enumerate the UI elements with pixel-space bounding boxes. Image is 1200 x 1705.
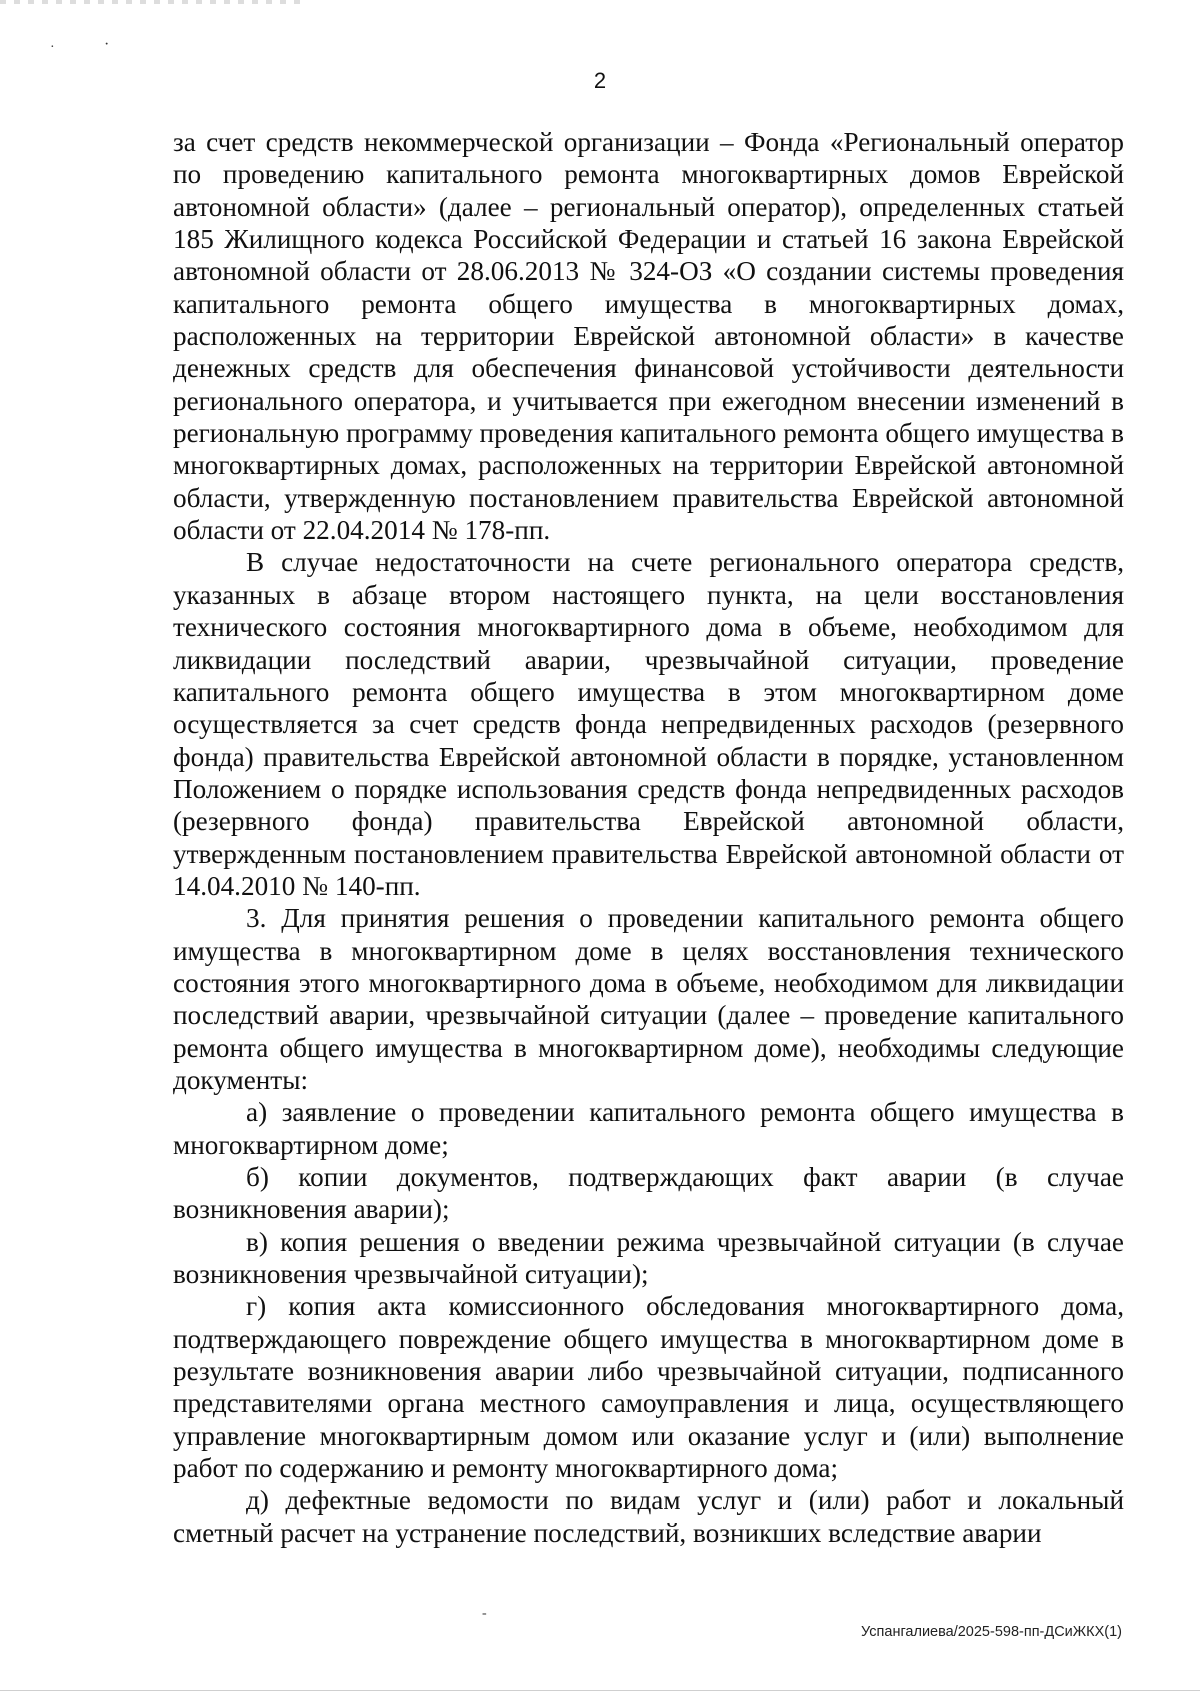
scan-speck: - <box>482 1606 487 1621</box>
paragraph-reserve-fund: В случае недостаточности на счете регионального оператора средств, указанных в абзаце втором настоящего пункта, на цели восстановления технического состояния многоквартирного дома в объеме, необходимом для ликвидации последствий аварии, чрезвычайной ситуации, проведение капитального ремонта общего имущества в этом многоквартирном доме осуществляется за счет средств фонда непредвиденных расходов (резервного фонда) правительства Еврейской автономной области в порядке, установленном Положением о порядке использования средств фонда непредвиденных расходов (резервного фонда) правительства Еврейской автономной области, утвержденным постановлением правительства Еврейской автономной области от 14.04.2010 № 140-пп. <box>173 547 1124 901</box>
paragraph-subitem-d: д) дефектные ведомости по видам услуг и (или) работ и локальный сметный расчет на устранение последствий, возникших вследствие аварии <box>173 1485 1124 1548</box>
footer-reference: Успангалиева/2025-598-пп-ДСиЖКХ(1) <box>861 1624 1122 1640</box>
scan-speck: · <box>104 36 110 53</box>
paragraph-subitem-b: б) копии документов, подтверждающих факт аварии (в случае возникновения аварии); <box>173 1162 1124 1225</box>
paragraph-continuation: за счет средств некоммерческой организации – Фонда «Региональный оператор по проведению капитального ремонта многоквартирных домов Еврейской автономной области» (далее – региональный оператор), определенных статьей 185 Жилищного кодекса Российской Федерации и статьей 16 закона Еврейской автономной области от 28.06.2013 № 324-ОЗ «О создании системы проведения капитального ремонта общего имущества в многоквартирных домах, расположенных на территории Еврейской автономной области» в качестве денежных средств для обеспечения финансовой устойчивости деятельности регионального оператора, и учитывается при ежегодном внесении изменений в региональную программу проведения капитального ремонта общего имущества в многоквартирных домах, расположенных на территории Еврейской автономной области, утвержденную постановлением правительства Еврейской автономной области от 22.04.2014 № 178-пп. <box>173 127 1124 546</box>
scan-edge-line <box>0 1690 1200 1691</box>
paragraph-subitem-v: в) копия решения о введении режима чрезвычайной ситуации (в случае возникновения чрезвычайной ситуации); <box>173 1226 1124 1290</box>
paragraph-subitem-a: а) заявление о проведении капитального ремонта общего имущества в многоквартирном доме; <box>173 1097 1124 1160</box>
scan-artifact-top <box>0 0 300 4</box>
paragraph-item-3: 3. Для принятия решения о проведении капитального ремонта общего имущества в многоквартирном доме в целях восстановления технического состояния этого многоквартирного дома в объеме, необходимом для ликвидации последствий аварии, чрезвычайной ситуации (далее – проведение капитального ремонта общего имущества в многоквартирном доме), необходимы следующие документы: <box>173 903 1124 1095</box>
paragraph-subitem-g: г) копия акта комиссионного обследования многоквартирного дома, подтверждающего повреждение общего имущества в многоквартирном доме в результате возникновения аварии либо чрезвычайной ситуации, подписанного представителями органа местного самоуправления и лица, осуществляющего управление многоквартирным домом или оказание услуг и (или) выполнение работ по содержанию и ремонту многоквартирного дома; <box>173 1291 1124 1484</box>
page-number: 2 <box>593 68 607 93</box>
document-body <box>173 126 1124 1549</box>
scan-speck: · <box>50 40 55 55</box>
